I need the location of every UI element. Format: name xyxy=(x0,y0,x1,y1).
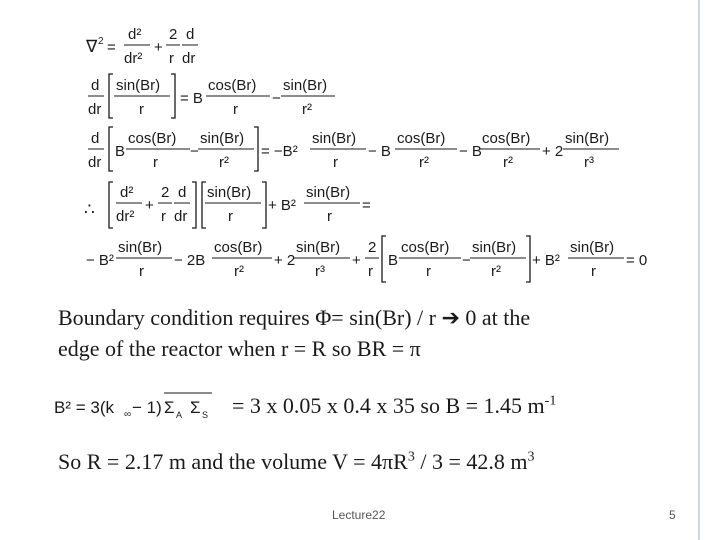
svg-text:cos(Br): cos(Br) xyxy=(214,239,263,256)
boundary-condition-line-1: Boundary condition requires Φ= sin(Br) / r ➔ 0 at the xyxy=(58,305,531,330)
svg-text:sin(Br): sin(Br) xyxy=(565,130,610,147)
svg-text:r: r xyxy=(233,101,238,118)
svg-text:d²: d² xyxy=(128,26,142,43)
svg-text:=: = xyxy=(107,39,116,56)
svg-text:cos(Br): cos(Br) xyxy=(397,130,446,147)
svg-text:d: d xyxy=(186,26,195,43)
svg-text:∞: ∞ xyxy=(124,409,132,420)
svg-text:dr: dr xyxy=(88,154,102,171)
svg-text:+ 2: + 2 xyxy=(274,252,296,269)
svg-text:+: + xyxy=(352,252,361,269)
svg-text:r²: r² xyxy=(419,154,429,171)
svg-text:−: − xyxy=(272,90,281,107)
svg-text:r: r xyxy=(161,208,166,225)
svg-text:r: r xyxy=(153,154,158,171)
svg-text:r²: r² xyxy=(302,101,312,118)
therefore-symbol: ∴ xyxy=(84,200,95,219)
svg-text:B² = 3(k: B² = 3(k xyxy=(54,398,114,417)
svg-text:sin(Br): sin(Br) xyxy=(472,239,517,256)
svg-text:−: − xyxy=(462,252,471,269)
svg-text:− B²: − B² xyxy=(86,252,114,269)
svg-text:B: B xyxy=(115,143,126,160)
svg-text:r: r xyxy=(327,208,332,225)
svg-text:2: 2 xyxy=(169,26,178,43)
svg-text:dr²: dr² xyxy=(124,50,143,67)
svg-text:−: − xyxy=(190,143,199,160)
svg-text:+ B²: + B² xyxy=(268,197,296,214)
svg-text:Σ: Σ xyxy=(190,398,201,417)
svg-text:sin(Br): sin(Br) xyxy=(207,184,252,201)
svg-text:d: d xyxy=(91,130,100,147)
svg-text:2: 2 xyxy=(368,239,377,256)
svg-text:dr²: dr² xyxy=(116,208,135,225)
svg-text:r²: r² xyxy=(503,154,513,171)
svg-text:+: + xyxy=(145,197,154,214)
svg-text:B: B xyxy=(388,252,399,269)
svg-text:d: d xyxy=(178,184,187,201)
svg-text:sin(Br): sin(Br) xyxy=(116,77,161,94)
svg-text:sin(Br): sin(Br) xyxy=(296,239,341,256)
svg-text:r: r xyxy=(139,101,144,118)
bsquared-result: = 3 x 0.05 x 0.4 x 35 so B = 1.45 $m^{-1}$ xyxy=(232,393,557,418)
svg-text:= −B²: = −B² xyxy=(261,143,298,160)
svg-text:dr: dr xyxy=(182,50,196,67)
svg-text:2: 2 xyxy=(98,36,104,47)
svg-text:r: r xyxy=(426,263,431,280)
svg-text:r²: r² xyxy=(491,263,501,280)
svg-text:sin(Br): sin(Br) xyxy=(118,239,163,256)
svg-text:=: = xyxy=(362,197,371,214)
svg-text:sin(Br): sin(Br) xyxy=(570,239,615,256)
svg-text:r: r xyxy=(139,263,144,280)
svg-text:S: S xyxy=(202,410,209,420)
page-number: 5 xyxy=(669,508,676,522)
bsquared-formula xyxy=(0,385,240,425)
svg-text:sin(Br): sin(Br) xyxy=(283,77,328,94)
svg-text:d²: d² xyxy=(120,184,134,201)
svg-text:r: r xyxy=(169,50,174,67)
radius-volume-line: So R = 2.17 m and the volume $V = 4\pi R^3 / 3 = 42.8$ $m^3$ xyxy=(58,449,535,474)
svg-text:r: r xyxy=(228,208,233,225)
svg-text:− B: − B xyxy=(459,143,482,160)
svg-text:r²: r² xyxy=(219,154,229,171)
svg-text:r: r xyxy=(591,263,596,280)
svg-text:A: A xyxy=(176,410,183,420)
svg-text:sin(Br): sin(Br) xyxy=(312,130,357,147)
svg-text:d: d xyxy=(91,77,100,94)
svg-text:+ 2: + 2 xyxy=(542,143,564,160)
svg-text:r³: r³ xyxy=(315,263,325,280)
svg-text:= B: = B xyxy=(180,90,203,107)
svg-text:r²: r² xyxy=(234,263,244,280)
svg-text:+ B²: + B² xyxy=(532,252,560,269)
svg-text:cos(Br): cos(Br) xyxy=(482,130,531,147)
svg-text:− 2B: − 2B xyxy=(174,252,206,269)
footer-label: Lecture22 xyxy=(332,508,386,522)
svg-text:− 1): − 1) xyxy=(132,398,162,417)
svg-text:2: 2 xyxy=(161,184,170,201)
svg-text:dr: dr xyxy=(88,101,102,118)
svg-text:cos(Br): cos(Br) xyxy=(401,239,450,256)
svg-text:+: + xyxy=(154,39,163,56)
svg-text:sin(Br): sin(Br) xyxy=(200,130,245,147)
svg-text:= 0: = 0 xyxy=(626,252,648,269)
svg-text:sin(Br): sin(Br) xyxy=(306,184,351,201)
svg-text:r³: r³ xyxy=(584,154,594,171)
svg-text:cos(Br): cos(Br) xyxy=(208,77,257,94)
svg-text:dr: dr xyxy=(174,208,188,225)
svg-text:r: r xyxy=(368,263,373,280)
svg-text:r: r xyxy=(333,154,338,171)
boundary-condition-line-2: edge of the reactor when r = R so BR = π xyxy=(58,336,421,361)
svg-text:− B: − B xyxy=(368,143,391,160)
svg-text:cos(Br): cos(Br) xyxy=(128,130,177,147)
nabla-symbol: ∇ xyxy=(86,37,98,56)
svg-text:Σ: Σ xyxy=(164,398,175,417)
